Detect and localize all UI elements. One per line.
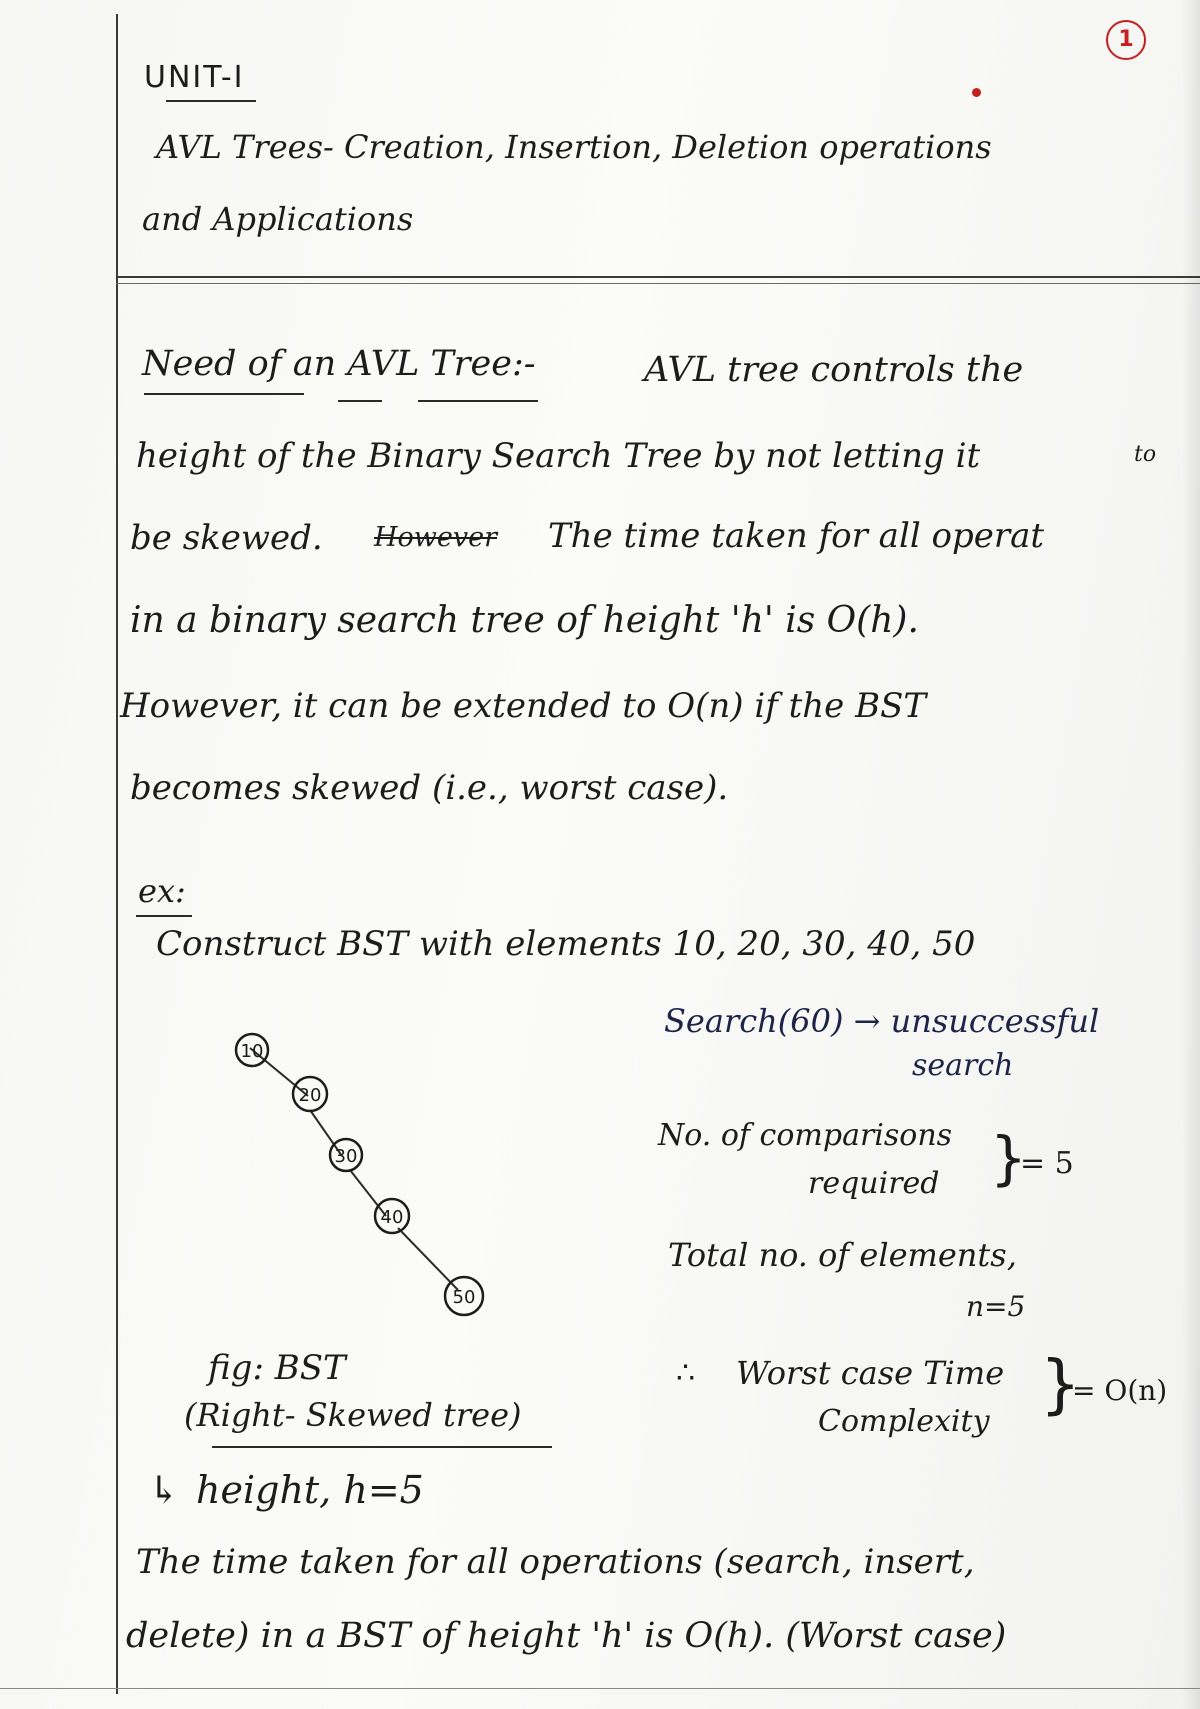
page-number: 1: [1106, 20, 1146, 60]
node-label-20: 20: [298, 1085, 322, 1106]
comparisons-brace: }: [990, 1124, 1027, 1192]
unit-title: UNIT-I: [144, 60, 245, 95]
edge-40-50: [398, 1228, 458, 1290]
tree-node-10: [236, 1034, 268, 1066]
therefore-symbol: ∴: [676, 1356, 696, 1391]
need-underline-2: [338, 400, 382, 402]
need-line-3-strike: However: [374, 522, 498, 553]
tree-node-40: [375, 1199, 409, 1233]
need-line-2: height of the Binary Search Tree by not letting it: [136, 436, 981, 476]
bottom-rule: [0, 1688, 1200, 1689]
need-underline-3: [418, 400, 538, 402]
need-underline-1: [144, 393, 304, 395]
arrow-mark: ↳: [148, 1468, 180, 1512]
comparisons-line-2: required: [808, 1166, 940, 1201]
example-underline: [136, 915, 192, 917]
worst-value: = O(n): [1072, 1374, 1168, 1407]
tree-node-50: [445, 1277, 483, 1315]
example-label: ex:: [138, 872, 186, 910]
topic-line-2: and Applications: [142, 200, 414, 238]
need-line-3b: The time taken for all operat: [548, 516, 1045, 556]
fig-caption-underline: [212, 1446, 552, 1448]
tree-node-20: [293, 1077, 327, 1111]
node-label-50: 50: [452, 1287, 476, 1308]
worst-brace: }: [1040, 1348, 1081, 1422]
header-divider: [116, 276, 1200, 278]
search-line-2: search: [912, 1048, 1014, 1083]
example-construct: Construct BST with elements 10, 20, 30, 40, 50: [156, 924, 976, 964]
bottom-line-1: The time taken for all operations (search, insert,: [136, 1542, 975, 1582]
fig-caption-2: (Right- Skewed tree): [184, 1396, 522, 1434]
height-line: height, h=5: [196, 1468, 424, 1512]
need-line-2-tail: to: [1134, 442, 1157, 467]
total-line-1: Total no. of elements,: [668, 1236, 1017, 1274]
worst-line-1: Worst case Time: [736, 1354, 1005, 1392]
node-label-10: 10: [240, 1041, 264, 1062]
tree-node-30: [330, 1139, 362, 1171]
need-heading: Need of an AVL Tree:-: [142, 344, 536, 384]
header-divider-shadow: [116, 283, 1200, 284]
need-line-4: in a binary search tree of height 'h' is O(h).: [130, 600, 919, 641]
node-label-30: 30: [334, 1146, 358, 1167]
need-line-6: becomes skewed (i.e., worst case).: [130, 768, 729, 808]
bst-diagram: [230, 1020, 520, 1330]
worst-line-2: Complexity: [818, 1404, 990, 1439]
margin-line: [116, 14, 118, 1694]
need-line-5: However, it can be extended to O(n) if the BST: [120, 686, 927, 726]
need-line-1: AVL tree controls the: [644, 350, 1024, 390]
comparisons-line-1: No. of comparisons: [658, 1118, 953, 1153]
bottom-line-2: delete) in a BST of height 'h' is O(h). (Worst case): [126, 1616, 1007, 1656]
red-dot: [972, 88, 981, 97]
search-line-1: Search(60) → unsuccessful: [664, 1002, 1100, 1040]
comparisons-value: = 5: [1020, 1146, 1074, 1181]
node-label-40: 40: [380, 1207, 404, 1228]
topic-line-1: AVL Trees- Creation, Insertion, Deletion operations: [156, 128, 992, 166]
page-shadow: [1182, 0, 1200, 1709]
need-line-3a: be skewed.: [130, 518, 323, 558]
total-line-2: n=5: [966, 1290, 1026, 1323]
unit-underline: [166, 100, 256, 102]
fig-caption-1: fig: BST: [208, 1348, 346, 1388]
